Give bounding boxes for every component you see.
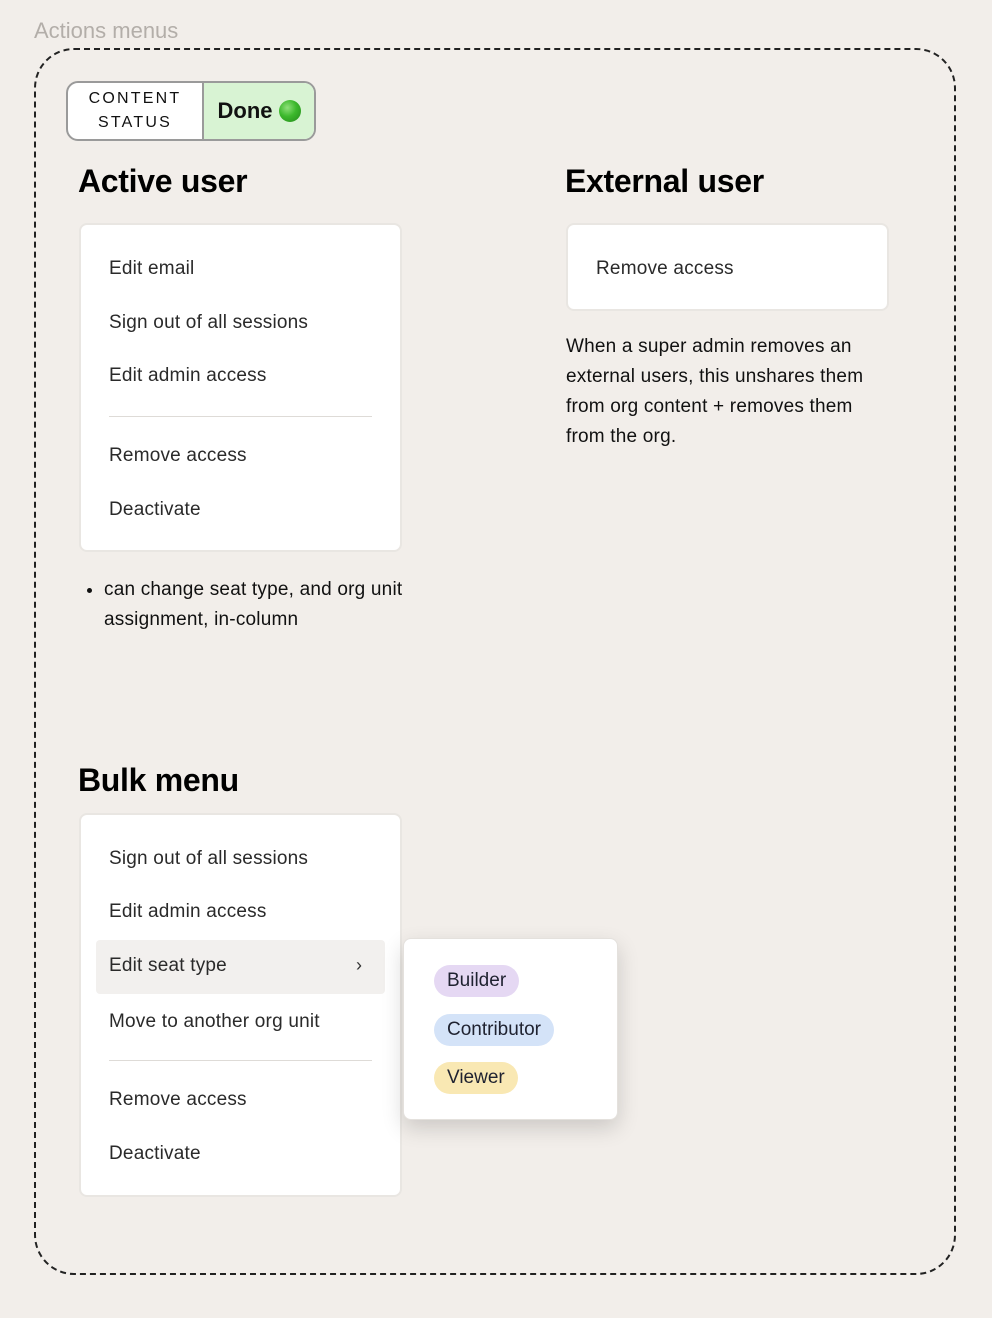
menu-item-edit-admin-access[interactable]: Edit admin access — [109, 901, 267, 922]
active-user-menu — [79, 223, 402, 552]
menu-divider — [109, 416, 372, 417]
chevron-right-icon: › — [356, 955, 362, 975]
external-user-note: When a super admin removes an external users, this unshares them from org content + removes them from the org. — [566, 336, 864, 447]
active-user-heading: Active user — [78, 163, 248, 199]
menu-item-sign-out-all-sessions[interactable]: Sign out of all sessions — [109, 848, 309, 869]
menu-item-deactivate[interactable]: Deactivate — [109, 499, 201, 520]
external-user-heading: External user — [565, 163, 764, 199]
bulk-menu — [79, 813, 402, 1197]
status-label — [68, 83, 202, 139]
menu-item-edit-seat-type[interactable]: Edit seat type — [109, 955, 227, 976]
menu-item-remove-access[interactable]: Remove access — [109, 445, 247, 466]
external-user-menu — [566, 223, 889, 311]
menu-item-remove-access[interactable]: Remove access — [596, 258, 734, 279]
menu-item-edit-email[interactable]: Edit email — [109, 258, 195, 279]
active-user-note — [78, 575, 408, 635]
frame-label: Actions menus — [34, 18, 179, 43]
menu-item-edit-admin-access[interactable]: Edit admin access — [109, 365, 267, 386]
status-label-line1: CONTENT — [88, 90, 182, 107]
active-user-note-item: • can change seat type, and org unit assignment, in-column — [104, 575, 408, 635]
status-label-line2: STATUS — [98, 114, 172, 131]
status-value — [202, 83, 314, 139]
seat-type-option-viewer[interactable]: Viewer — [434, 1062, 518, 1094]
content-status-badge — [66, 81, 316, 141]
seat-type-submenu — [403, 938, 618, 1120]
menu-item-sign-out-all-sessions[interactable]: Sign out of all sessions — [109, 312, 309, 333]
menu-item-remove-access[interactable]: Remove access — [109, 1089, 247, 1110]
seat-type-option-builder[interactable]: Builder — [434, 965, 519, 997]
menu-divider — [109, 1060, 372, 1061]
menu-item-deactivate[interactable]: Deactivate — [109, 1143, 201, 1164]
bulk-menu-heading: Bulk menu — [78, 762, 239, 798]
menu-item-move-org-unit[interactable]: Move to another org unit — [109, 1011, 320, 1032]
status-value-text: Done — [217, 98, 273, 123]
green-dot-icon — [279, 100, 301, 122]
seat-type-option-contributor[interactable]: Contributor — [434, 1014, 554, 1046]
